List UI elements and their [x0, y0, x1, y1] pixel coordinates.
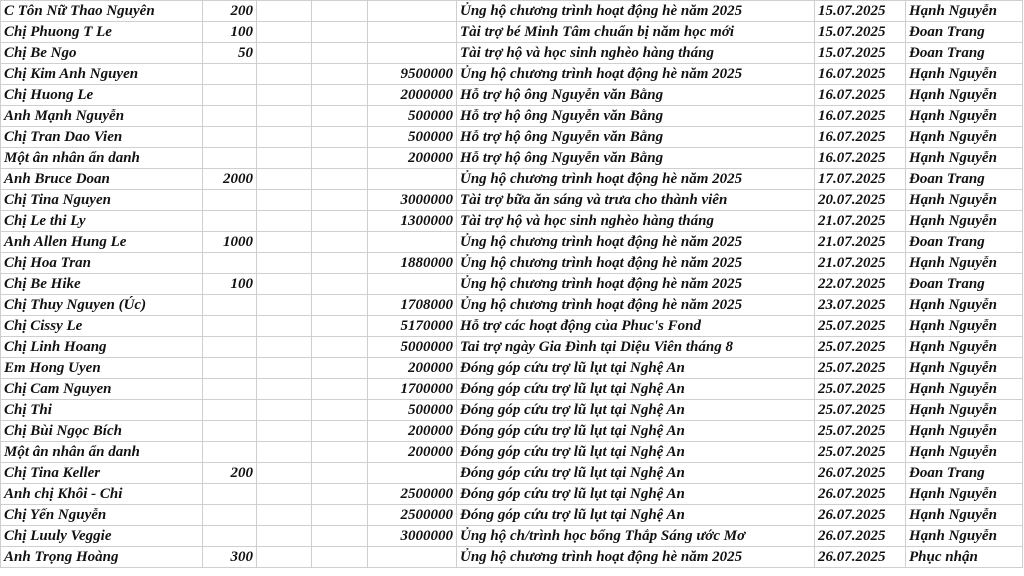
receiver-cell[interactable]: Hạnh Nguyễn — [906, 253, 1023, 274]
table-row — [1, 85, 1023, 106]
empty-cell[interactable] — [312, 253, 368, 274]
usd-amount-cell[interactable] — [203, 421, 257, 442]
date-cell[interactable]: 21.07.2025 — [815, 232, 906, 253]
date-cell[interactable]: 25.07.2025 — [815, 379, 906, 400]
table-row — [1, 211, 1023, 232]
donor-name-cell[interactable]: Chị Be Hike — [1, 274, 203, 295]
table-row — [1, 463, 1023, 484]
table-row — [1, 274, 1023, 295]
table-row — [1, 43, 1023, 64]
empty-cell[interactable] — [257, 64, 312, 85]
usd-amount-cell[interactable] — [203, 148, 257, 169]
purpose-cell[interactable]: Ủng hộ chương trình hoạt động hè năm 2025 — [457, 253, 815, 274]
empty-cell[interactable] — [257, 148, 312, 169]
purpose-cell[interactable]: Ủng hộ chương trình hoạt động hè năm 2025 — [457, 169, 815, 190]
empty-cell[interactable] — [312, 421, 368, 442]
vnd-amount-cell[interactable] — [368, 232, 457, 253]
usd-amount-cell[interactable] — [203, 253, 257, 274]
empty-cell[interactable] — [257, 85, 312, 106]
purpose-cell[interactable]: Tài trợ hộ và học sinh nghèo hàng tháng — [457, 43, 815, 64]
empty-cell[interactable] — [312, 463, 368, 484]
empty-cell[interactable] — [312, 232, 368, 253]
date-cell[interactable]: 25.07.2025 — [815, 442, 906, 463]
empty-cell[interactable] — [312, 547, 368, 568]
receiver-cell[interactable]: Đoan Trang — [906, 22, 1023, 43]
receiver-cell[interactable]: Đoan Trang — [906, 43, 1023, 64]
empty-cell[interactable] — [257, 379, 312, 400]
table-row — [1, 106, 1023, 127]
donor-name-cell[interactable]: Anh chị Khôi - Chi — [1, 484, 203, 505]
purpose-cell[interactable]: Tài trợ bữa ăn sáng và trưa cho thành viên — [457, 190, 815, 211]
donor-name-cell[interactable]: Anh Bruce Doan — [1, 169, 203, 190]
donor-name-cell[interactable]: Em Hong Uyen — [1, 358, 203, 379]
vnd-amount-cell[interactable] — [368, 547, 457, 568]
date-cell[interactable]: 17.07.2025 — [815, 169, 906, 190]
vnd-amount-cell[interactable]: 500000 — [368, 127, 457, 148]
date-cell[interactable]: 25.07.2025 — [815, 337, 906, 358]
donor-name-cell[interactable]: Chị Luuly Veggie — [1, 526, 203, 547]
receiver-cell[interactable]: Hạnh Nguyễn — [906, 379, 1023, 400]
receiver-cell[interactable]: Hạnh Nguyễn — [906, 421, 1023, 442]
donor-name-cell[interactable]: Chị Phuong T Le — [1, 22, 203, 43]
donor-name-cell[interactable]: Chị Kim Anh Nguyen — [1, 64, 203, 85]
donor-name-cell[interactable]: Chị Le thi Ly — [1, 211, 203, 232]
donor-name-cell[interactable]: Chị Thuy Nguyen (Úc) — [1, 295, 203, 316]
usd-amount-cell[interactable] — [203, 316, 257, 337]
receiver-cell[interactable]: Hạnh Nguyễn — [906, 1, 1023, 22]
donor-name-cell[interactable]: Anh Allen Hung Le — [1, 232, 203, 253]
empty-cell[interactable] — [257, 337, 312, 358]
empty-cell[interactable] — [257, 1, 312, 22]
receiver-cell[interactable]: Hạnh Nguyễn — [906, 64, 1023, 85]
purpose-cell[interactable]: Đóng góp cứu trợ lũ lụt tại Nghệ An — [457, 442, 815, 463]
receiver-cell[interactable]: Hạnh Nguyễn — [906, 337, 1023, 358]
donor-name-cell[interactable]: Một ân nhân ẩn danh — [1, 148, 203, 169]
vnd-amount-cell[interactable]: 5000000 — [368, 337, 457, 358]
empty-cell[interactable] — [257, 106, 312, 127]
usd-amount-cell[interactable] — [203, 85, 257, 106]
vnd-amount-cell[interactable] — [368, 1, 457, 22]
purpose-cell[interactable]: Đóng góp cứu trợ lũ lụt tại Nghệ An — [457, 400, 815, 421]
table-row — [1, 316, 1023, 337]
empty-cell[interactable] — [257, 211, 312, 232]
donor-name-cell[interactable]: Chị Linh Hoang — [1, 337, 203, 358]
empty-cell[interactable] — [257, 274, 312, 295]
purpose-cell[interactable]: Ủng hộ chương trình hoạt động hè năm 2025 — [457, 64, 815, 85]
donor-name-cell[interactable]: Chị Bùi Ngọc Bích — [1, 421, 203, 442]
purpose-cell[interactable]: Ủng hộ chương trình hoạt động hè năm 2025 — [457, 274, 815, 295]
empty-cell[interactable] — [257, 22, 312, 43]
empty-cell[interactable] — [257, 295, 312, 316]
usd-amount-cell[interactable] — [203, 505, 257, 526]
empty-cell[interactable] — [312, 358, 368, 379]
receiver-cell[interactable]: Hạnh Nguyễn — [906, 400, 1023, 421]
table-row — [1, 526, 1023, 547]
purpose-cell[interactable]: Ủng hộ chương trình hoạt động hè năm 2025 — [457, 1, 815, 22]
usd-amount-cell[interactable]: 2000 — [203, 169, 257, 190]
empty-cell[interactable] — [312, 316, 368, 337]
receiver-cell[interactable]: Hạnh Nguyễn — [906, 442, 1023, 463]
receiver-cell[interactable]: Hạnh Nguyễn — [906, 505, 1023, 526]
empty-cell[interactable] — [312, 505, 368, 526]
empty-cell[interactable] — [312, 295, 368, 316]
table-row — [1, 484, 1023, 505]
table-row — [1, 148, 1023, 169]
empty-cell[interactable] — [312, 274, 368, 295]
usd-amount-cell[interactable] — [203, 337, 257, 358]
purpose-cell[interactable]: Tài trợ bé Minh Tâm chuẩn bị năm học mới — [457, 22, 815, 43]
empty-cell[interactable] — [312, 22, 368, 43]
table-row — [1, 295, 1023, 316]
empty-cell[interactable] — [312, 43, 368, 64]
vnd-amount-cell[interactable] — [368, 274, 457, 295]
empty-cell[interactable] — [257, 232, 312, 253]
receiver-cell[interactable]: Hạnh Nguyễn — [906, 211, 1023, 232]
empty-cell[interactable] — [257, 505, 312, 526]
table-row — [1, 337, 1023, 358]
vnd-amount-cell[interactable]: 5170000 — [368, 316, 457, 337]
donor-name-cell[interactable]: Anh Mạnh Nguyễn — [1, 106, 203, 127]
donor-name-cell[interactable]: Chị Thi — [1, 400, 203, 421]
receiver-cell[interactable]: Hạnh Nguyễn — [906, 358, 1023, 379]
date-cell[interactable]: 26.07.2025 — [815, 547, 906, 568]
usd-amount-cell[interactable] — [203, 127, 257, 148]
empty-cell[interactable] — [257, 442, 312, 463]
table-row — [1, 169, 1023, 190]
purpose-cell[interactable]: Hỗ trợ hộ ông Nguyễn văn Bằng — [457, 106, 815, 127]
receiver-cell[interactable]: Đoan Trang — [906, 463, 1023, 484]
empty-cell[interactable] — [312, 379, 368, 400]
date-cell[interactable]: 21.07.2025 — [815, 253, 906, 274]
purpose-cell[interactable]: Đóng góp cứu trợ lũ lụt tại Nghệ An — [457, 379, 815, 400]
vnd-amount-cell[interactable]: 2500000 — [368, 505, 457, 526]
vnd-amount-cell[interactable]: 500000 — [368, 106, 457, 127]
purpose-cell[interactable]: Đóng góp cứu trợ lũ lụt tại Nghệ An — [457, 358, 815, 379]
donor-name-cell[interactable]: Chị Cam Nguyen — [1, 379, 203, 400]
receiver-cell[interactable]: Đoan Trang — [906, 232, 1023, 253]
date-cell[interactable]: 26.07.2025 — [815, 484, 906, 505]
purpose-cell[interactable]: Ủng hộ ch/trình học bổng Thắp Sáng ước Mơ — [457, 526, 815, 547]
usd-amount-cell[interactable] — [203, 295, 257, 316]
empty-cell[interactable] — [312, 484, 368, 505]
vnd-amount-cell[interactable]: 500000 — [368, 400, 457, 421]
vnd-amount-cell[interactable] — [368, 463, 457, 484]
date-cell[interactable]: 15.07.2025 — [815, 22, 906, 43]
empty-cell[interactable] — [312, 106, 368, 127]
empty-cell[interactable] — [312, 64, 368, 85]
purpose-cell[interactable]: Đóng góp cứu trợ lũ lụt tại Nghệ An — [457, 484, 815, 505]
donor-name-cell[interactable]: C Tôn Nữ Thao Nguyên — [1, 1, 203, 22]
empty-cell[interactable] — [257, 43, 312, 64]
date-cell[interactable]: 15.07.2025 — [815, 43, 906, 64]
empty-cell[interactable] — [312, 148, 368, 169]
table-row — [1, 1, 1023, 22]
usd-amount-cell[interactable] — [203, 379, 257, 400]
empty-cell[interactable] — [257, 547, 312, 568]
vnd-amount-cell[interactable]: 2000000 — [368, 85, 457, 106]
date-cell[interactable]: 21.07.2025 — [815, 211, 906, 232]
vnd-amount-cell[interactable]: 1700000 — [368, 379, 457, 400]
usd-amount-cell[interactable] — [203, 400, 257, 421]
vnd-amount-cell[interactable]: 200000 — [368, 421, 457, 442]
usd-amount-cell[interactable]: 100 — [203, 22, 257, 43]
empty-cell[interactable] — [312, 211, 368, 232]
receiver-cell[interactable]: Hạnh Nguyễn — [906, 106, 1023, 127]
date-cell[interactable]: 16.07.2025 — [815, 85, 906, 106]
receiver-cell[interactable]: Hạnh Nguyễn — [906, 295, 1023, 316]
usd-amount-cell[interactable] — [203, 190, 257, 211]
vnd-amount-cell[interactable]: 1880000 — [368, 253, 457, 274]
donor-name-cell[interactable]: Chị Tina Nguyen — [1, 190, 203, 211]
usd-amount-cell[interactable]: 1000 — [203, 232, 257, 253]
date-cell[interactable]: 23.07.2025 — [815, 295, 906, 316]
usd-amount-cell[interactable] — [203, 358, 257, 379]
vnd-amount-cell[interactable]: 200000 — [368, 442, 457, 463]
date-cell[interactable]: 26.07.2025 — [815, 526, 906, 547]
empty-cell[interactable] — [257, 253, 312, 274]
donor-name-cell[interactable]: Chị Tina Keller — [1, 463, 203, 484]
table-row — [1, 64, 1023, 85]
donor-name-cell[interactable]: Chị Be Ngo — [1, 43, 203, 64]
vnd-amount-cell[interactable]: 1300000 — [368, 211, 457, 232]
receiver-cell[interactable]: Hạnh Nguyễn — [906, 316, 1023, 337]
purpose-cell[interactable]: Ủng hộ chương trình hoạt động hè năm 2025 — [457, 232, 815, 253]
donor-name-cell[interactable]: Chị Huong Le — [1, 85, 203, 106]
date-cell[interactable]: 22.07.2025 — [815, 274, 906, 295]
empty-cell[interactable] — [312, 526, 368, 547]
donor-name-cell[interactable]: Chị Yến Nguyễn — [1, 505, 203, 526]
empty-cell[interactable] — [312, 1, 368, 22]
purpose-cell[interactable]: Hỗ trợ hộ ông Nguyễn văn Bằng — [457, 127, 815, 148]
receiver-cell[interactable]: Hạnh Nguyễn — [906, 148, 1023, 169]
empty-cell[interactable] — [257, 421, 312, 442]
purpose-cell[interactable]: Tai trợ ngày Gia Đình tại Diệu Viên tháng 8 — [457, 337, 815, 358]
purpose-cell[interactable]: Hỗ trợ hộ ông Nguyễn văn Bằng — [457, 85, 815, 106]
donor-name-cell[interactable]: Một ân nhân ẩn danh — [1, 442, 203, 463]
purpose-cell[interactable]: Hỗ trợ hộ ông Nguyễn văn Bằng — [457, 148, 815, 169]
receiver-cell[interactable]: Đoan Trang — [906, 169, 1023, 190]
date-cell[interactable]: 25.07.2025 — [815, 316, 906, 337]
table-row — [1, 400, 1023, 421]
empty-cell[interactable] — [257, 316, 312, 337]
usd-amount-cell[interactable]: 100 — [203, 274, 257, 295]
receiver-cell[interactable]: Hạnh Nguyễn — [906, 190, 1023, 211]
table-row — [1, 253, 1023, 274]
empty-cell[interactable] — [312, 85, 368, 106]
donor-name-cell[interactable]: Chị Cissy Le — [1, 316, 203, 337]
date-cell[interactable]: 16.07.2025 — [815, 148, 906, 169]
date-cell[interactable]: 26.07.2025 — [815, 505, 906, 526]
date-cell[interactable]: 26.07.2025 — [815, 463, 906, 484]
date-cell[interactable]: 25.07.2025 — [815, 400, 906, 421]
empty-cell[interactable] — [257, 169, 312, 190]
donor-name-cell[interactable]: Chị Tran Dao Vien — [1, 127, 203, 148]
usd-amount-cell[interactable] — [203, 64, 257, 85]
purpose-cell[interactable]: Ủng hộ chương trình hoạt động hè năm 2025 — [457, 295, 815, 316]
empty-cell[interactable] — [257, 463, 312, 484]
usd-amount-cell[interactable]: 300 — [203, 547, 257, 568]
vnd-amount-cell[interactable]: 9500000 — [368, 64, 457, 85]
table-row — [1, 442, 1023, 463]
vnd-amount-cell[interactable] — [368, 43, 457, 64]
table-row — [1, 190, 1023, 211]
receiver-cell[interactable]: Hạnh Nguyễn — [906, 127, 1023, 148]
usd-amount-cell[interactable]: 200 — [203, 1, 257, 22]
vnd-amount-cell[interactable] — [368, 169, 457, 190]
purpose-cell[interactable]: Hỗ trợ các hoạt động của Phuc's Fond — [457, 316, 815, 337]
purpose-cell[interactable]: Đóng góp cứu trợ lũ lụt tại Nghệ An — [457, 463, 815, 484]
usd-amount-cell[interactable] — [203, 211, 257, 232]
usd-amount-cell[interactable] — [203, 526, 257, 547]
usd-amount-cell[interactable] — [203, 442, 257, 463]
usd-amount-cell[interactable]: 200 — [203, 463, 257, 484]
usd-amount-cell[interactable] — [203, 106, 257, 127]
purpose-cell[interactable]: Đóng góp cứu trợ lũ lụt tại Nghệ An — [457, 505, 815, 526]
vnd-amount-cell[interactable]: 1708000 — [368, 295, 457, 316]
date-cell[interactable]: 15.07.2025 — [815, 1, 906, 22]
receiver-cell[interactable]: Hạnh Nguyễn — [906, 526, 1023, 547]
empty-cell[interactable] — [312, 169, 368, 190]
table-row — [1, 358, 1023, 379]
date-cell[interactable]: 25.07.2025 — [815, 358, 906, 379]
vnd-amount-cell[interactable]: 3000000 — [368, 190, 457, 211]
purpose-cell[interactable]: Tài trợ hộ và học sinh nghèo hàng tháng — [457, 211, 815, 232]
vnd-amount-cell[interactable]: 200000 — [368, 358, 457, 379]
receiver-cell[interactable]: Đoan Trang — [906, 274, 1023, 295]
empty-cell[interactable] — [312, 127, 368, 148]
date-cell[interactable]: 25.07.2025 — [815, 421, 906, 442]
date-cell[interactable]: 16.07.2025 — [815, 64, 906, 85]
donor-name-cell[interactable]: Chị Hoa Tran — [1, 253, 203, 274]
empty-cell[interactable] — [312, 337, 368, 358]
empty-cell[interactable] — [257, 526, 312, 547]
purpose-cell[interactable]: Ủng hộ chương trình hoạt động hè năm 2025 — [457, 547, 815, 568]
empty-cell[interactable] — [312, 442, 368, 463]
date-cell[interactable]: 16.07.2025 — [815, 106, 906, 127]
purpose-cell[interactable]: Đóng góp cứu trợ lũ lụt tại Nghệ An — [457, 421, 815, 442]
empty-cell[interactable] — [257, 190, 312, 211]
table-row — [1, 127, 1023, 148]
empty-cell[interactable] — [312, 190, 368, 211]
usd-amount-cell[interactable] — [203, 484, 257, 505]
table-row — [1, 232, 1023, 253]
donor-name-cell[interactable]: Anh Trọng Hoàng — [1, 547, 203, 568]
vnd-amount-cell[interactable]: 200000 — [368, 148, 457, 169]
receiver-cell[interactable]: Hạnh Nguyễn — [906, 484, 1023, 505]
empty-cell[interactable] — [312, 400, 368, 421]
vnd-amount-cell[interactable]: 3000000 — [368, 526, 457, 547]
receiver-cell[interactable]: Hạnh Nguyễn — [906, 85, 1023, 106]
table-row — [1, 505, 1023, 526]
empty-cell[interactable] — [257, 358, 312, 379]
date-cell[interactable]: 16.07.2025 — [815, 127, 906, 148]
usd-amount-cell[interactable]: 50 — [203, 43, 257, 64]
empty-cell[interactable] — [257, 127, 312, 148]
table-body — [1, 1, 1023, 568]
empty-cell[interactable] — [257, 484, 312, 505]
date-cell[interactable]: 20.07.2025 — [815, 190, 906, 211]
table-row — [1, 22, 1023, 43]
receiver-cell[interactable]: Phục nhận — [906, 547, 1023, 568]
empty-cell[interactable] — [257, 400, 312, 421]
table-row — [1, 547, 1023, 568]
vnd-amount-cell[interactable]: 2500000 — [368, 484, 457, 505]
vnd-amount-cell[interactable] — [368, 22, 457, 43]
table-row — [1, 379, 1023, 400]
table-row — [1, 421, 1023, 442]
